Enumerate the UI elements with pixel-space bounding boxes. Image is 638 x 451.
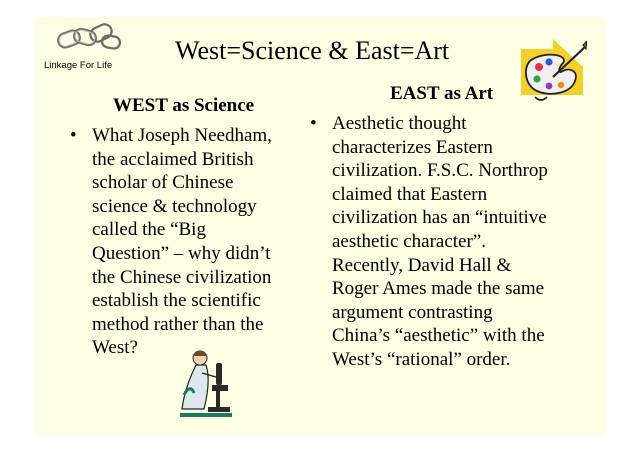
east-line: Recently, David Hall &: [332, 254, 512, 276]
west-line: called the “Big: [92, 219, 206, 241]
east-line: China’s “aesthetic” with the: [332, 325, 545, 347]
bullet-dot: •: [310, 113, 317, 134]
west-heading: WEST as Science: [113, 95, 255, 116]
west-line: What Joseph Needham,: [92, 125, 272, 146]
slide-title: West=Science & East=Art: [175, 36, 450, 65]
east-line: characterizes Eastern: [332, 136, 493, 158]
west-line: the Chinese civilization: [92, 266, 272, 288]
east-line: Aesthetic thought: [332, 113, 467, 134]
chain-links-icon: [44, 22, 128, 62]
east-line: civilization. F.S.C. Northrop: [332, 160, 548, 182]
paint-palette-icon: [513, 37, 587, 107]
logo: [44, 22, 128, 82]
east-heading: EAST as Art: [390, 83, 494, 104]
east-line: West’s “rational” order.: [332, 348, 511, 370]
east-line: civilization has an “intuitive: [332, 207, 547, 229]
west-bullet: [70, 124, 322, 360]
east-line: aesthetic character”.: [332, 230, 486, 252]
east-line: argument contrasting: [332, 301, 493, 323]
scientist-microscope-icon: [180, 347, 232, 419]
west-line: Question” – why didn’t: [92, 242, 271, 264]
west-line: West?: [92, 337, 138, 359]
east-line: Roger Ames made the same: [332, 278, 545, 300]
east-bullet: [310, 112, 592, 372]
west-line: the acclaimed British: [92, 148, 254, 170]
west-line: establish the scientific: [92, 290, 261, 312]
bullet-dot: •: [70, 125, 77, 146]
west-line: science & technology: [92, 195, 257, 217]
west-line: method rather than the: [92, 313, 264, 335]
west-line: scholar of Chinese: [92, 172, 234, 194]
logo-text: Linkage For Life: [44, 60, 113, 71]
slide: [35, 17, 605, 435]
east-line: claimed that Eastern: [332, 183, 488, 205]
